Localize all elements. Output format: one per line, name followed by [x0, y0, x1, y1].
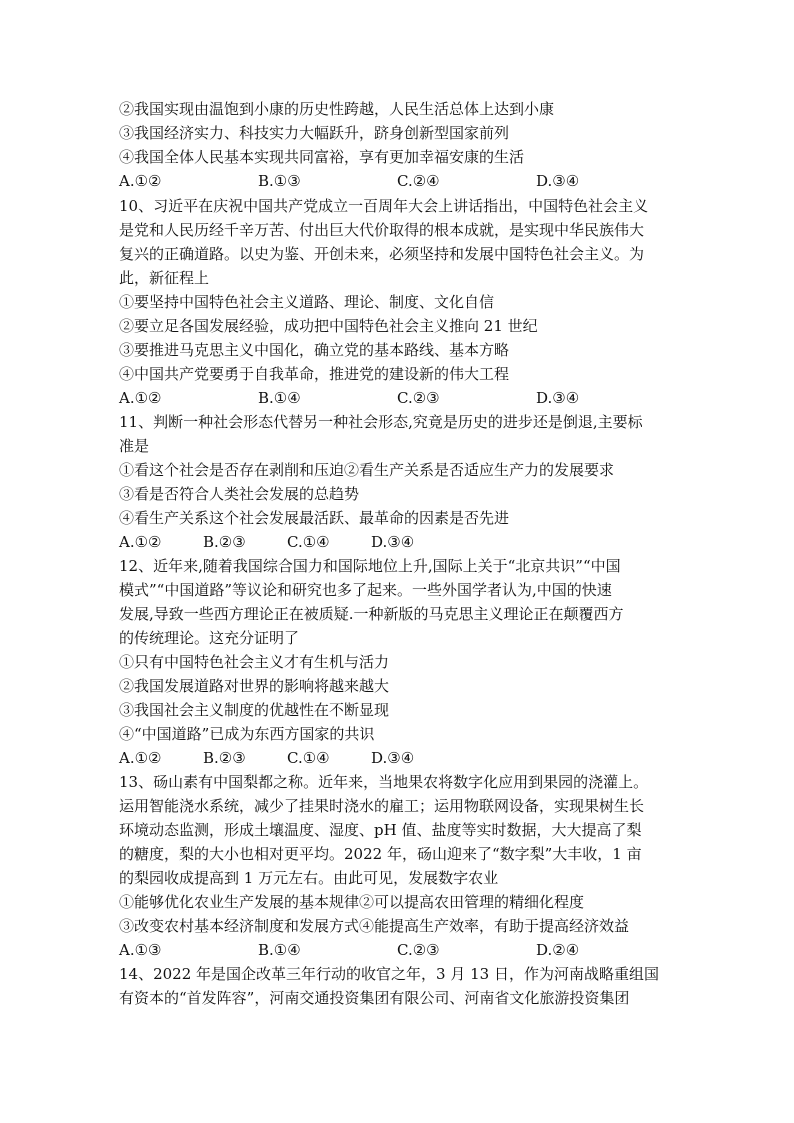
q12-stem-line-3: 发展,导致一些西方理论正在被质疑.一种新版的马克思主义理论正在颠覆西方	[119, 605, 624, 623]
answer-a: A.①②	[119, 172, 162, 190]
q12-option-2: ②我国发展道路对世界的影响将越来越大	[119, 677, 390, 695]
q12-stem-line-1: 12、近年来,随着我国综合国力和国际地位上升,国际上关于“北京共识”“中国	[119, 557, 621, 575]
answer-d: D.③④	[536, 389, 580, 407]
q9-option-2: ②我国实现由温饱到小康的历史性跨越，人民生活总体上达到小康	[119, 100, 555, 118]
answer-c: C.①④	[287, 533, 330, 551]
q13-stem-line-4: 的糖度，梨的大小也相对更平均。2022 年，砀山迎来了“数字梨”大丰收，1 亩	[119, 845, 642, 863]
q10-option-2: ②要立足各国发展经验，成功把中国特色社会主义推向 21 世纪	[119, 317, 538, 335]
q12-answer-choices	[119, 746, 679, 770]
answer-c: C.①④	[287, 749, 330, 767]
q11-stem-line-2: 准是	[119, 437, 150, 455]
answer-c: C.②③	[397, 389, 440, 407]
q13-answer-choices	[119, 938, 679, 962]
answer-b: B.①③	[258, 172, 301, 190]
q10-option-4: ④中国共产党要勇于自我革命，推进党的建设新的伟大工程	[119, 365, 510, 383]
q11-answer-choices	[119, 530, 679, 554]
q13-stem-line-1: 13、砀山素有中国梨都之称。近年来，当地果农将数字化应用到果园的浇灌上。	[119, 773, 649, 791]
answer-a: A.①②	[119, 533, 162, 551]
answer-b: B.①④	[258, 941, 301, 959]
q12-option-4: ④“中国道路”已成为东西方国家的共识	[119, 725, 375, 743]
q12-option-3: ③我国社会主义制度的优越性在不断显现	[119, 701, 390, 719]
q14-stem-line-1: 14、2022 年是国企改革三年行动的收官之年，3 月 13 日，作为河南战略重组国	[119, 965, 659, 983]
answer-c: C.②③	[397, 941, 440, 959]
answer-d: D.③④	[536, 172, 580, 190]
q13-option-3-4: ③改变农村基本经济制度和发展方式④能提高生产效率，有助于提高经济效益	[119, 917, 630, 935]
q10-answer-choices	[119, 386, 679, 410]
q10-stem-line-2: 是党和人民历经千辛万苦、付出巨大代价取得的根本成就，是实现中华民族伟大	[119, 221, 645, 239]
q10-stem-line-4: 此，新征程上	[119, 269, 210, 287]
q11-option-3: ③看是否符合人类社会发展的总趋势	[119, 485, 360, 503]
q12-stem-line-2: 模式”“中国道路”等议论和研究也多了起来。一些外国学者认为,中国的快速	[119, 581, 612, 599]
q11-stem-line-1: 11、判断一种社会形态代替另一种社会形态,究竟是历史的进步还是倒退,主要标	[119, 413, 643, 431]
answer-b: B.②③	[203, 749, 246, 767]
q12-stem-line-4: 的传统理论。这充分证明了	[119, 629, 300, 647]
q13-stem-line-5: 的梨园收成提高到 1 万元左右。由此可见，发展数字农业	[119, 869, 499, 887]
q12-option-1: ①只有中国特色社会主义才有生机与活力	[119, 653, 390, 671]
q10-option-1: ①要坚持中国特色社会主义道路、理论、制度、文化自信	[119, 293, 495, 311]
q9-option-3: ③我国经济实力、科技实力大幅跃升，跻身创新型国家前列	[119, 124, 510, 142]
answer-c: C.②④	[397, 172, 440, 190]
answer-a: A.①②	[119, 749, 162, 767]
answer-a: A.①③	[119, 941, 162, 959]
q9-option-4: ④我国全体人民基本实现共同富裕，享有更加幸福安康的生活	[119, 148, 525, 166]
answer-d: D.③④	[371, 749, 415, 767]
q11-option-4: ④看生产关系这个社会发展最活跃、最革命的因素是否先进	[119, 509, 510, 527]
q10-option-3: ③要推进马克思主义中国化，确立党的基本路线、基本方略	[119, 341, 510, 359]
q13-stem-line-2: 运用智能浇水系统，减少了挂果时浇水的雇工；运用物联网设备，实现果树生长	[119, 797, 645, 815]
q9-answer-choices	[119, 169, 679, 193]
q11-option-1-2: ①看这个社会是否存在剥削和压迫②看生产关系是否适应生产力的发展要求	[119, 461, 615, 479]
answer-d: D.②④	[536, 941, 580, 959]
q10-stem-line-1: 10、习近平在庆祝中国共产党成立一百周年大会上讲话指出，中国特色社会主义	[119, 197, 649, 215]
answer-d: D.③④	[371, 533, 415, 551]
q10-stem-line-3: 复兴的正确道路。以史为鉴、开创未来，必须坚持和发展中国特色社会主义。为	[119, 245, 645, 263]
q13-stem-line-3: 环境动态监测，形成土壤温度、湿度、pH 值、盐度等实时数据，大大提高了梨	[119, 821, 642, 839]
answer-b: B.②③	[203, 533, 246, 551]
answer-a: A.①②	[119, 389, 162, 407]
q13-option-1-2: ①能够优化农业生产发展的基本规律②可以提高农田管理的精细化程度	[119, 893, 585, 911]
answer-b: B.①④	[258, 389, 301, 407]
q14-stem-line-2: 有资本的“首发阵容”，河南交通投资集团有限公司、河南省文化旅游投资集团	[119, 989, 630, 1007]
